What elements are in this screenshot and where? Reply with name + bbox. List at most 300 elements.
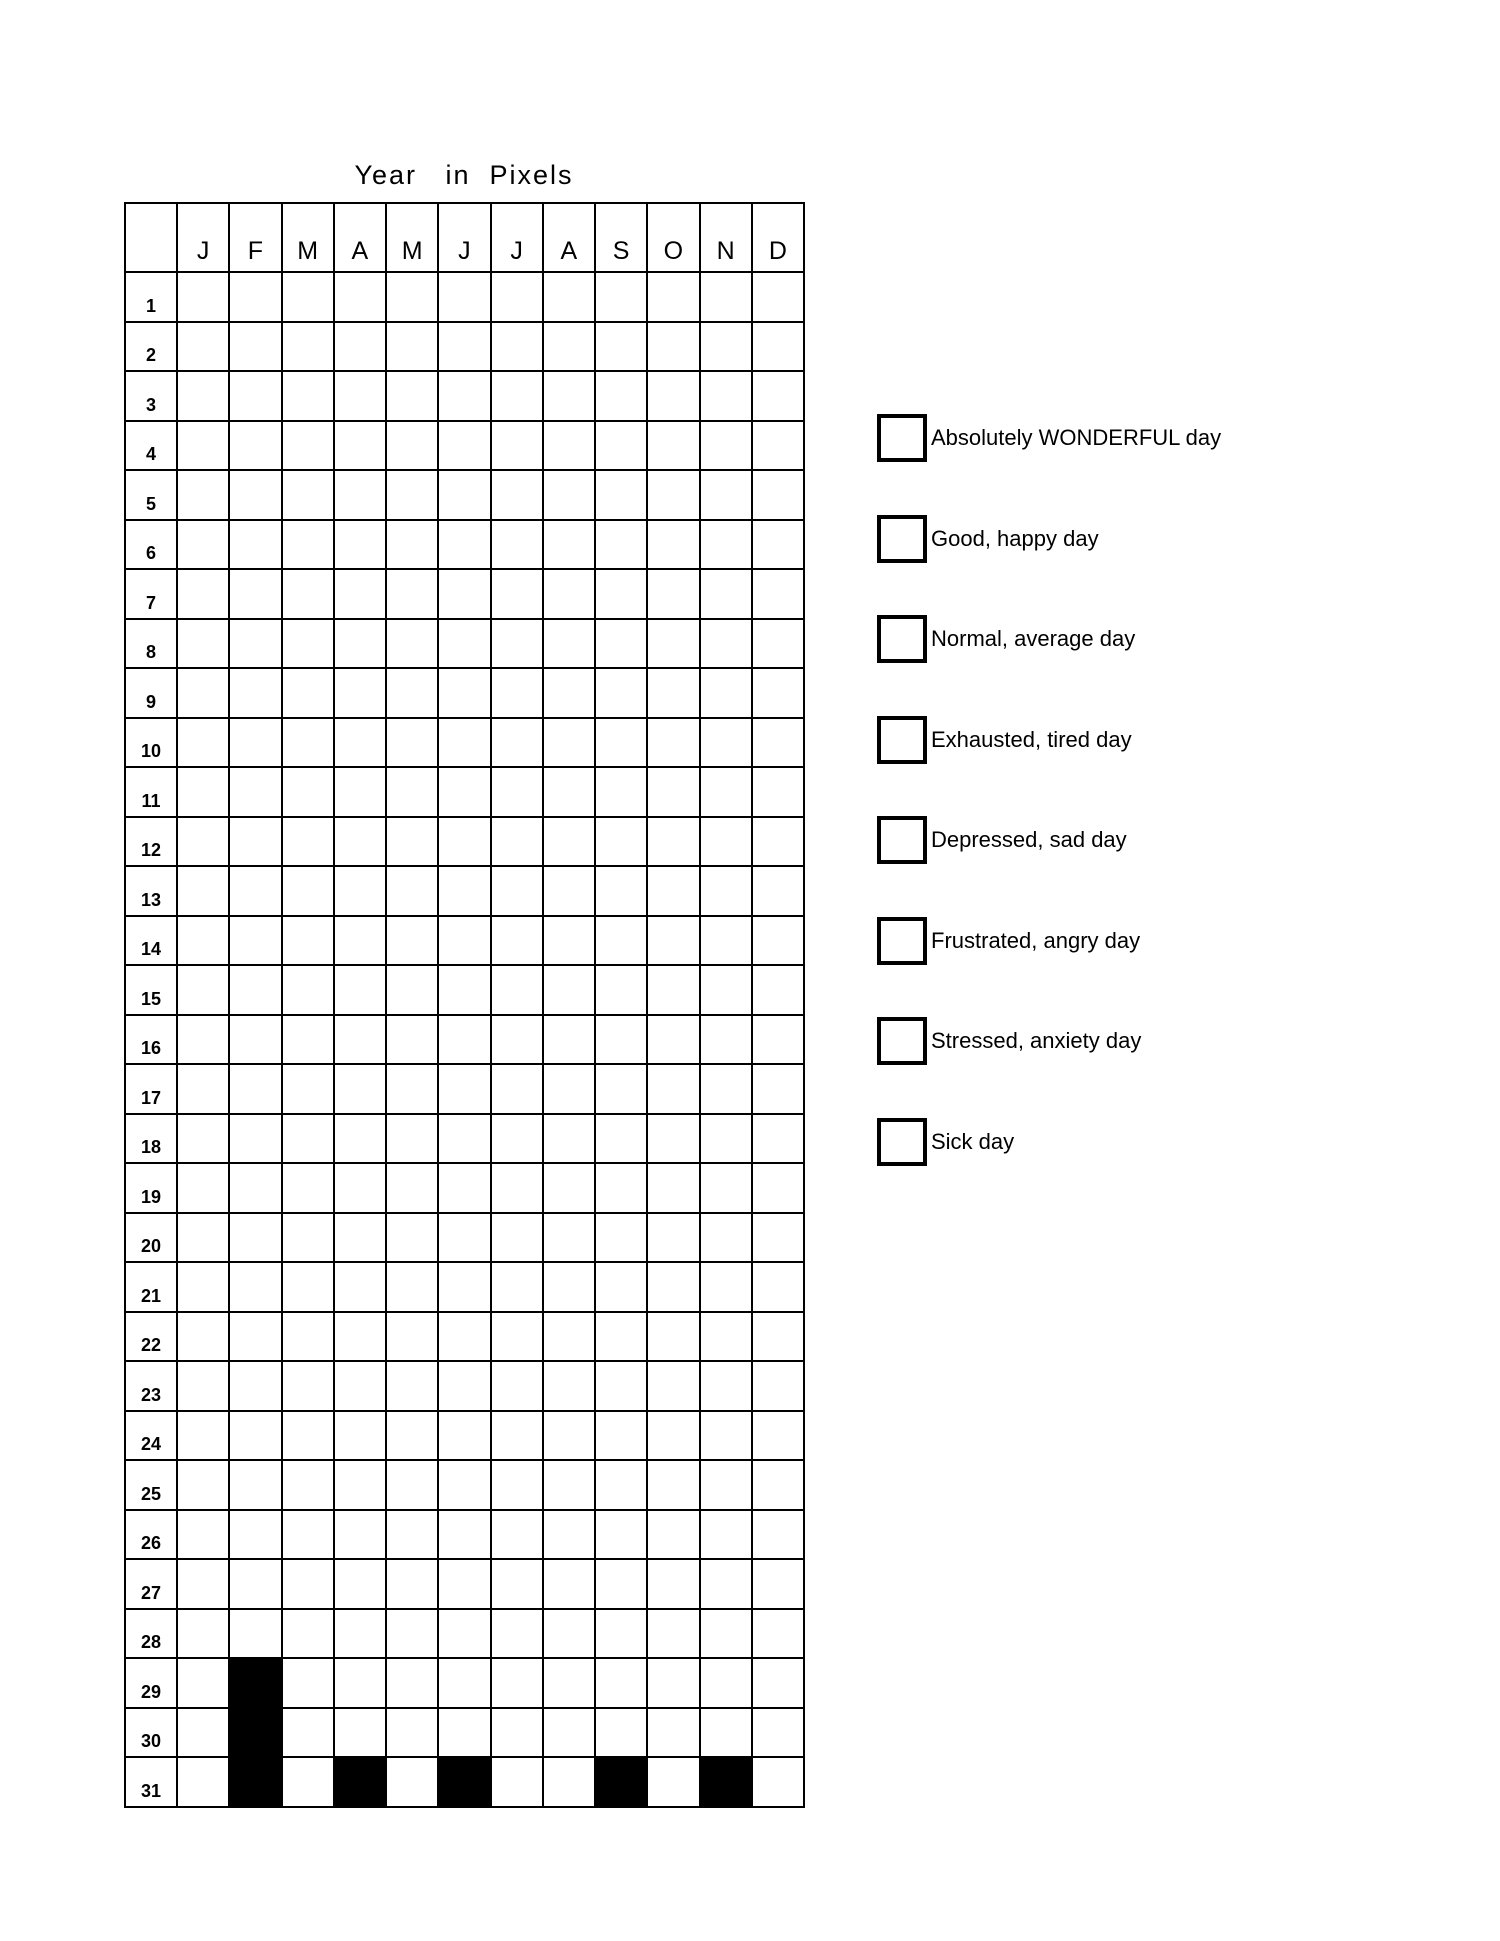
day-cell[interactable] bbox=[334, 1114, 386, 1164]
day-cell[interactable] bbox=[595, 1262, 647, 1312]
day-cell[interactable] bbox=[334, 1609, 386, 1659]
day-cell[interactable] bbox=[595, 1213, 647, 1263]
day-cell[interactable] bbox=[177, 767, 229, 817]
day-cell[interactable] bbox=[491, 371, 543, 421]
legend-swatch-box[interactable] bbox=[877, 917, 927, 965]
day-cell[interactable] bbox=[752, 421, 804, 471]
day-cell[interactable] bbox=[386, 371, 438, 421]
legend-swatch-box[interactable] bbox=[877, 1118, 927, 1166]
day-cell[interactable] bbox=[752, 668, 804, 718]
day-cell[interactable] bbox=[282, 668, 334, 718]
day-cell[interactable] bbox=[282, 1361, 334, 1411]
day-cell[interactable] bbox=[647, 965, 699, 1015]
day-cell[interactable] bbox=[700, 1559, 752, 1609]
day-cell[interactable] bbox=[700, 1609, 752, 1659]
day-cell[interactable] bbox=[386, 1114, 438, 1164]
day-cell[interactable] bbox=[229, 1510, 281, 1560]
day-cell[interactable] bbox=[752, 371, 804, 421]
day-cell[interactable] bbox=[700, 1460, 752, 1510]
day-cell[interactable] bbox=[282, 1213, 334, 1263]
day-cell[interactable] bbox=[334, 1708, 386, 1758]
day-cell[interactable] bbox=[647, 569, 699, 619]
day-cell[interactable] bbox=[229, 1411, 281, 1461]
day-cell[interactable] bbox=[438, 1163, 490, 1213]
day-cell[interactable] bbox=[177, 272, 229, 322]
day-cell[interactable] bbox=[386, 322, 438, 372]
day-cell[interactable] bbox=[700, 668, 752, 718]
day-cell[interactable] bbox=[229, 1361, 281, 1411]
day-cell[interactable] bbox=[595, 371, 647, 421]
day-cell[interactable] bbox=[595, 569, 647, 619]
day-cell[interactable] bbox=[543, 1312, 595, 1362]
day-cell[interactable] bbox=[334, 421, 386, 471]
day-cell[interactable] bbox=[700, 1312, 752, 1362]
day-cell[interactable] bbox=[282, 619, 334, 669]
day-cell[interactable] bbox=[177, 1015, 229, 1065]
day-cell[interactable] bbox=[700, 272, 752, 322]
day-cell[interactable] bbox=[438, 965, 490, 1015]
day-cell[interactable] bbox=[229, 619, 281, 669]
day-cell[interactable] bbox=[177, 1757, 229, 1807]
day-cell[interactable] bbox=[386, 421, 438, 471]
day-cell[interactable] bbox=[386, 817, 438, 867]
day-cell[interactable] bbox=[543, 718, 595, 768]
day-cell[interactable] bbox=[177, 421, 229, 471]
day-cell[interactable] bbox=[438, 470, 490, 520]
day-cell[interactable] bbox=[647, 520, 699, 570]
day-cell[interactable] bbox=[438, 767, 490, 817]
day-cell[interactable] bbox=[491, 1361, 543, 1411]
day-cell[interactable] bbox=[700, 470, 752, 520]
day-cell[interactable] bbox=[752, 1262, 804, 1312]
day-cell[interactable] bbox=[595, 1658, 647, 1708]
day-cell[interactable] bbox=[438, 520, 490, 570]
day-cell[interactable] bbox=[282, 1559, 334, 1609]
day-cell[interactable] bbox=[229, 1460, 281, 1510]
day-cell[interactable] bbox=[282, 1708, 334, 1758]
day-cell[interactable] bbox=[543, 1411, 595, 1461]
day-cell[interactable] bbox=[491, 1064, 543, 1114]
day-cell[interactable] bbox=[177, 1262, 229, 1312]
day-cell[interactable] bbox=[595, 866, 647, 916]
day-cell[interactable] bbox=[438, 1114, 490, 1164]
day-cell[interactable] bbox=[229, 1064, 281, 1114]
day-cell[interactable] bbox=[700, 1262, 752, 1312]
day-cell[interactable] bbox=[177, 866, 229, 916]
day-cell[interactable] bbox=[177, 371, 229, 421]
day-cell[interactable] bbox=[386, 1361, 438, 1411]
day-cell[interactable] bbox=[752, 916, 804, 966]
day-cell[interactable] bbox=[647, 866, 699, 916]
day-cell[interactable] bbox=[177, 817, 229, 867]
day-cell[interactable] bbox=[282, 767, 334, 817]
legend-swatch-box[interactable] bbox=[877, 515, 927, 563]
day-cell[interactable] bbox=[229, 520, 281, 570]
day-cell[interactable] bbox=[491, 421, 543, 471]
day-cell[interactable] bbox=[491, 866, 543, 916]
day-cell[interactable] bbox=[543, 322, 595, 372]
legend-swatch-box[interactable] bbox=[877, 816, 927, 864]
day-cell[interactable] bbox=[543, 1559, 595, 1609]
day-cell[interactable] bbox=[386, 916, 438, 966]
day-cell[interactable] bbox=[595, 965, 647, 1015]
day-cell[interactable] bbox=[491, 1609, 543, 1659]
day-cell[interactable] bbox=[334, 619, 386, 669]
day-cell[interactable] bbox=[386, 866, 438, 916]
day-cell[interactable] bbox=[647, 1708, 699, 1758]
day-cell[interactable] bbox=[229, 1262, 281, 1312]
day-cell[interactable] bbox=[438, 1708, 490, 1758]
day-cell[interactable] bbox=[543, 1163, 595, 1213]
day-cell[interactable] bbox=[752, 767, 804, 817]
day-cell[interactable] bbox=[647, 1114, 699, 1164]
day-cell[interactable] bbox=[752, 1312, 804, 1362]
day-cell[interactable] bbox=[334, 520, 386, 570]
day-cell[interactable] bbox=[595, 520, 647, 570]
day-cell[interactable] bbox=[386, 718, 438, 768]
day-cell[interactable] bbox=[438, 1658, 490, 1708]
day-cell[interactable] bbox=[177, 668, 229, 718]
day-cell[interactable] bbox=[491, 1163, 543, 1213]
day-cell[interactable] bbox=[595, 1015, 647, 1065]
day-cell[interactable] bbox=[282, 817, 334, 867]
day-cell[interactable] bbox=[700, 520, 752, 570]
legend-swatch-box[interactable] bbox=[877, 414, 927, 462]
day-cell[interactable] bbox=[282, 1510, 334, 1560]
day-cell[interactable] bbox=[229, 1609, 281, 1659]
day-cell[interactable] bbox=[334, 1411, 386, 1461]
day-cell[interactable] bbox=[595, 619, 647, 669]
day-cell[interactable] bbox=[282, 1114, 334, 1164]
day-cell[interactable] bbox=[491, 470, 543, 520]
day-cell[interactable] bbox=[647, 1015, 699, 1065]
day-cell[interactable] bbox=[647, 1510, 699, 1560]
day-cell[interactable] bbox=[752, 1361, 804, 1411]
day-cell[interactable] bbox=[282, 916, 334, 966]
day-cell[interactable] bbox=[438, 1361, 490, 1411]
day-cell[interactable] bbox=[386, 1460, 438, 1510]
day-cell[interactable] bbox=[595, 1510, 647, 1560]
day-cell[interactable] bbox=[647, 1609, 699, 1659]
day-cell[interactable] bbox=[491, 1708, 543, 1758]
day-cell[interactable] bbox=[595, 421, 647, 471]
day-cell[interactable] bbox=[700, 718, 752, 768]
day-cell[interactable] bbox=[752, 1213, 804, 1263]
day-cell[interactable] bbox=[491, 520, 543, 570]
day-cell[interactable] bbox=[700, 1064, 752, 1114]
day-cell[interactable] bbox=[543, 1114, 595, 1164]
day-cell[interactable] bbox=[282, 371, 334, 421]
day-cell[interactable] bbox=[334, 1213, 386, 1263]
day-cell[interactable] bbox=[386, 520, 438, 570]
day-cell[interactable] bbox=[752, 1064, 804, 1114]
day-cell[interactable] bbox=[282, 569, 334, 619]
legend-swatch-box[interactable] bbox=[877, 1017, 927, 1065]
day-cell[interactable] bbox=[334, 965, 386, 1015]
day-cell[interactable] bbox=[282, 1312, 334, 1362]
day-cell[interactable] bbox=[543, 569, 595, 619]
day-cell[interactable] bbox=[700, 1361, 752, 1411]
day-cell[interactable] bbox=[491, 965, 543, 1015]
day-cell[interactable] bbox=[386, 1213, 438, 1263]
day-cell[interactable] bbox=[177, 1064, 229, 1114]
day-cell[interactable] bbox=[177, 965, 229, 1015]
day-cell[interactable] bbox=[229, 272, 281, 322]
day-cell[interactable] bbox=[647, 1460, 699, 1510]
day-cell[interactable] bbox=[595, 1411, 647, 1461]
day-cell[interactable] bbox=[386, 1510, 438, 1560]
day-cell[interactable] bbox=[543, 1510, 595, 1560]
day-cell[interactable] bbox=[752, 569, 804, 619]
day-cell[interactable] bbox=[752, 1015, 804, 1065]
day-cell[interactable] bbox=[386, 470, 438, 520]
day-cell[interactable] bbox=[543, 1015, 595, 1065]
day-cell[interactable] bbox=[229, 371, 281, 421]
day-cell[interactable] bbox=[282, 520, 334, 570]
day-cell[interactable] bbox=[491, 272, 543, 322]
day-cell[interactable] bbox=[229, 1163, 281, 1213]
day-cell[interactable] bbox=[282, 1163, 334, 1213]
day-cell[interactable] bbox=[647, 1757, 699, 1807]
day-cell[interactable] bbox=[282, 1609, 334, 1659]
day-cell[interactable] bbox=[491, 322, 543, 372]
day-cell[interactable] bbox=[595, 272, 647, 322]
day-cell[interactable] bbox=[438, 1559, 490, 1609]
day-cell[interactable] bbox=[700, 1411, 752, 1461]
day-cell[interactable] bbox=[334, 1361, 386, 1411]
day-cell[interactable] bbox=[752, 1658, 804, 1708]
day-cell[interactable] bbox=[752, 272, 804, 322]
day-cell[interactable] bbox=[752, 965, 804, 1015]
day-cell[interactable] bbox=[752, 866, 804, 916]
day-cell[interactable] bbox=[229, 421, 281, 471]
day-cell[interactable] bbox=[177, 1312, 229, 1362]
day-cell[interactable] bbox=[595, 1064, 647, 1114]
day-cell[interactable] bbox=[647, 1361, 699, 1411]
day-cell[interactable] bbox=[282, 866, 334, 916]
day-cell[interactable] bbox=[177, 916, 229, 966]
day-cell[interactable] bbox=[700, 421, 752, 471]
day-cell[interactable] bbox=[229, 322, 281, 372]
day-cell[interactable] bbox=[177, 569, 229, 619]
day-cell[interactable] bbox=[334, 866, 386, 916]
day-cell[interactable] bbox=[543, 272, 595, 322]
day-cell[interactable] bbox=[334, 1015, 386, 1065]
day-cell[interactable] bbox=[438, 1064, 490, 1114]
day-cell[interactable] bbox=[177, 1114, 229, 1164]
day-cell[interactable] bbox=[282, 322, 334, 372]
day-cell[interactable] bbox=[334, 272, 386, 322]
day-cell[interactable] bbox=[386, 1064, 438, 1114]
day-cell[interactable] bbox=[543, 1609, 595, 1659]
day-cell[interactable] bbox=[438, 866, 490, 916]
day-cell[interactable] bbox=[438, 1213, 490, 1263]
day-cell[interactable] bbox=[647, 470, 699, 520]
day-cell[interactable] bbox=[491, 1460, 543, 1510]
day-cell[interactable] bbox=[543, 470, 595, 520]
day-cell[interactable] bbox=[647, 421, 699, 471]
day-cell[interactable] bbox=[438, 1411, 490, 1461]
day-cell[interactable] bbox=[177, 1510, 229, 1560]
day-cell[interactable] bbox=[282, 1757, 334, 1807]
day-cell[interactable] bbox=[491, 1015, 543, 1065]
day-cell[interactable] bbox=[752, 1163, 804, 1213]
day-cell[interactable] bbox=[491, 1213, 543, 1263]
day-cell[interactable] bbox=[229, 866, 281, 916]
day-cell[interactable] bbox=[386, 1708, 438, 1758]
day-cell[interactable] bbox=[438, 322, 490, 372]
day-cell[interactable] bbox=[700, 1015, 752, 1065]
day-cell[interactable] bbox=[647, 817, 699, 867]
day-cell[interactable] bbox=[752, 1460, 804, 1510]
day-cell[interactable] bbox=[438, 1510, 490, 1560]
day-cell[interactable] bbox=[595, 1559, 647, 1609]
day-cell[interactable] bbox=[647, 1559, 699, 1609]
day-cell[interactable] bbox=[700, 866, 752, 916]
day-cell[interactable] bbox=[595, 1609, 647, 1659]
day-cell[interactable] bbox=[647, 1411, 699, 1461]
day-cell[interactable] bbox=[334, 371, 386, 421]
day-cell[interactable] bbox=[177, 470, 229, 520]
day-cell[interactable] bbox=[334, 470, 386, 520]
day-cell[interactable] bbox=[647, 1312, 699, 1362]
day-cell[interactable] bbox=[543, 1658, 595, 1708]
day-cell[interactable] bbox=[491, 817, 543, 867]
day-cell[interactable] bbox=[595, 767, 647, 817]
day-cell[interactable] bbox=[595, 1114, 647, 1164]
day-cell[interactable] bbox=[386, 1658, 438, 1708]
day-cell[interactable] bbox=[386, 619, 438, 669]
day-cell[interactable] bbox=[543, 767, 595, 817]
day-cell[interactable] bbox=[595, 1361, 647, 1411]
day-cell[interactable] bbox=[491, 569, 543, 619]
day-cell[interactable] bbox=[386, 1312, 438, 1362]
day-cell[interactable] bbox=[752, 1559, 804, 1609]
day-cell[interactable] bbox=[647, 1658, 699, 1708]
day-cell[interactable] bbox=[386, 1262, 438, 1312]
day-cell[interactable] bbox=[438, 619, 490, 669]
day-cell[interactable] bbox=[752, 1411, 804, 1461]
day-cell[interactable] bbox=[647, 1163, 699, 1213]
day-cell[interactable] bbox=[438, 1609, 490, 1659]
day-cell[interactable] bbox=[229, 668, 281, 718]
day-cell[interactable] bbox=[386, 1015, 438, 1065]
day-cell[interactable] bbox=[491, 916, 543, 966]
day-cell[interactable] bbox=[543, 916, 595, 966]
day-cell[interactable] bbox=[752, 1510, 804, 1560]
day-cell[interactable] bbox=[334, 569, 386, 619]
day-cell[interactable] bbox=[700, 1213, 752, 1263]
day-cell[interactable] bbox=[595, 1708, 647, 1758]
day-cell[interactable] bbox=[543, 1460, 595, 1510]
day-cell[interactable] bbox=[334, 1312, 386, 1362]
day-cell[interactable] bbox=[386, 1163, 438, 1213]
day-cell[interactable] bbox=[438, 916, 490, 966]
day-cell[interactable] bbox=[752, 619, 804, 669]
day-cell[interactable] bbox=[334, 1262, 386, 1312]
day-cell[interactable] bbox=[752, 817, 804, 867]
day-cell[interactable] bbox=[282, 1015, 334, 1065]
day-cell[interactable] bbox=[177, 1460, 229, 1510]
day-cell[interactable] bbox=[282, 1064, 334, 1114]
day-cell[interactable] bbox=[229, 569, 281, 619]
day-cell[interactable] bbox=[438, 1015, 490, 1065]
day-cell[interactable] bbox=[647, 718, 699, 768]
day-cell[interactable] bbox=[491, 1312, 543, 1362]
day-cell[interactable] bbox=[229, 470, 281, 520]
day-cell[interactable] bbox=[334, 817, 386, 867]
day-cell[interactable] bbox=[543, 1361, 595, 1411]
day-cell[interactable] bbox=[282, 1460, 334, 1510]
day-cell[interactable] bbox=[282, 1658, 334, 1708]
day-cell[interactable] bbox=[700, 322, 752, 372]
day-cell[interactable] bbox=[229, 916, 281, 966]
day-cell[interactable] bbox=[386, 668, 438, 718]
day-cell[interactable] bbox=[543, 1213, 595, 1263]
day-cell[interactable] bbox=[282, 1262, 334, 1312]
day-cell[interactable] bbox=[700, 767, 752, 817]
day-cell[interactable] bbox=[334, 1163, 386, 1213]
day-cell[interactable] bbox=[386, 569, 438, 619]
day-cell[interactable] bbox=[386, 1411, 438, 1461]
day-cell[interactable] bbox=[543, 965, 595, 1015]
day-cell[interactable] bbox=[700, 817, 752, 867]
day-cell[interactable] bbox=[647, 1064, 699, 1114]
day-cell[interactable] bbox=[647, 619, 699, 669]
day-cell[interactable] bbox=[177, 322, 229, 372]
day-cell[interactable] bbox=[595, 916, 647, 966]
day-cell[interactable] bbox=[386, 965, 438, 1015]
day-cell[interactable] bbox=[752, 470, 804, 520]
day-cell[interactable] bbox=[543, 371, 595, 421]
day-cell[interactable] bbox=[386, 1757, 438, 1807]
day-cell[interactable] bbox=[543, 619, 595, 669]
day-cell[interactable] bbox=[177, 520, 229, 570]
day-cell[interactable] bbox=[647, 322, 699, 372]
day-cell[interactable] bbox=[752, 718, 804, 768]
day-cell[interactable] bbox=[438, 1262, 490, 1312]
day-cell[interactable] bbox=[334, 718, 386, 768]
day-cell[interactable] bbox=[282, 718, 334, 768]
day-cell[interactable] bbox=[595, 668, 647, 718]
day-cell[interactable] bbox=[491, 1559, 543, 1609]
day-cell[interactable] bbox=[386, 272, 438, 322]
day-cell[interactable] bbox=[491, 1658, 543, 1708]
day-cell[interactable] bbox=[700, 1510, 752, 1560]
day-cell[interactable] bbox=[700, 619, 752, 669]
day-cell[interactable] bbox=[386, 767, 438, 817]
day-cell[interactable] bbox=[334, 322, 386, 372]
day-cell[interactable] bbox=[334, 1559, 386, 1609]
day-cell[interactable] bbox=[700, 1163, 752, 1213]
day-cell[interactable] bbox=[595, 1312, 647, 1362]
day-cell[interactable] bbox=[177, 1559, 229, 1609]
day-cell[interactable] bbox=[491, 619, 543, 669]
day-cell[interactable] bbox=[334, 1658, 386, 1708]
day-cell[interactable] bbox=[229, 1559, 281, 1609]
day-cell[interactable] bbox=[282, 272, 334, 322]
day-cell[interactable] bbox=[595, 1460, 647, 1510]
day-cell[interactable] bbox=[229, 1213, 281, 1263]
day-cell[interactable] bbox=[647, 767, 699, 817]
day-cell[interactable] bbox=[438, 272, 490, 322]
day-cell[interactable] bbox=[491, 718, 543, 768]
day-cell[interactable] bbox=[543, 1708, 595, 1758]
day-cell[interactable] bbox=[491, 767, 543, 817]
day-cell[interactable] bbox=[700, 1114, 752, 1164]
day-cell[interactable] bbox=[282, 470, 334, 520]
day-cell[interactable] bbox=[438, 569, 490, 619]
